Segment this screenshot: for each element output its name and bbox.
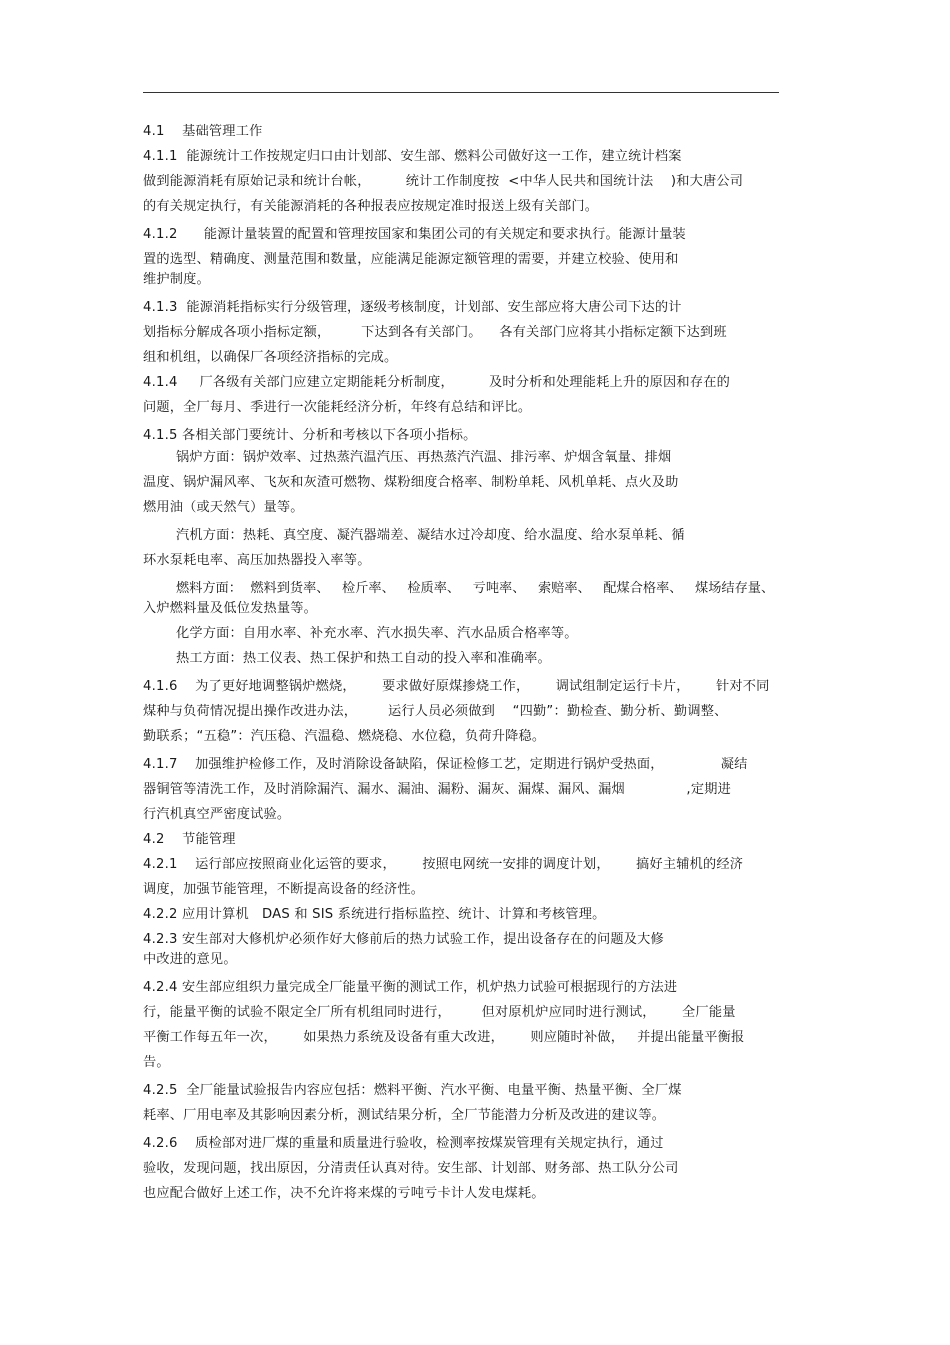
paragraph-line: 燃用油（或天然气）量等。 bbox=[143, 500, 304, 515]
paragraph-line: 4.1.7 加强维护检修工作，及时消除设备缺陷，保证检修工艺，定期进行锅炉受热面， 凝结 bbox=[143, 757, 748, 772]
paragraph-line: 验收，发现问题，找出原因，分清责任认真对待。安生部、计划部、财务部、热工队分公司 bbox=[143, 1161, 679, 1176]
paragraph-line: 4.1.2 能源计量装置的配置和管理按国家和集团公司的有关规定和要求执行。能源计量装 bbox=[143, 227, 686, 242]
indicator-fuel: 燃料方面： 燃料到货率、 检斤率、 检质率、 亏吨率、 索赔率、 配煤合格率、 煤场结存量、 bbox=[176, 581, 775, 596]
paragraph-line: 4.1.6 为了更好地调整锅炉燃烧， 要求做好原煤掺烧工作， 调试组制定运行卡片， 针对不同 bbox=[143, 679, 770, 694]
paragraph-line: 煤种与负荷情况提出操作改进办法， 运行人员必须做到 “四勤”：勤检查、勤分析、勤调整、 bbox=[143, 704, 728, 719]
paragraph-line: 也应配合做好上述工作，决不允许将来煤的亏吨亏卡计人发电煤耗。 bbox=[143, 1186, 545, 1201]
paragraph-line: 行，能量平衡的试验不限定全厂所有机组同时进行， 但对原机炉应同时进行测试， 全厂能量 bbox=[143, 1005, 736, 1020]
section-heading-4-2: 4.2 节能管理 bbox=[143, 832, 236, 847]
paragraph-line: 器铜管等清洗工作，及时消除漏汽、漏水、漏油、漏粉、漏灰、漏煤、漏风、漏烟 ,定期进 bbox=[143, 782, 731, 797]
paragraph-line: 入炉燃料量及低位发热量等。 bbox=[143, 601, 318, 616]
paragraph-line: 调度，加强节能管理，不断提高设备的经济性。 bbox=[143, 882, 425, 897]
paragraph-line: 告。 bbox=[143, 1055, 170, 1070]
paragraph-line: 平衡工作每五年一次， 如果热力系统及设备有重大改进， 则应随时补做， 并提出能量平衡报 bbox=[143, 1030, 745, 1045]
paragraph-line: 中改进的意见。 bbox=[143, 952, 237, 967]
document-body bbox=[143, 118, 803, 1204]
paragraph-line: 4.1.1 能源统计工作按规定归口由计划部、安生部、燃料公司做好这一工作，建立统计档案 bbox=[143, 149, 682, 164]
paragraph-line: 4.2.5 全厂能量试验报告内容应包括：燃料平衡、汽水平衡、电量平衡、热量平衡、全厂煤 bbox=[143, 1083, 682, 1098]
paragraph-line: 行汽机真空严密度试验。 bbox=[143, 807, 291, 822]
paragraph-line: 问题，全厂每月、季进行一次能耗经济分析，年终有总结和评比。 bbox=[143, 400, 532, 415]
paragraph-line: 勤联系；“五稳”：汽压稳、汽温稳、燃烧稳、水位稳，负荷升降稳。 bbox=[143, 729, 546, 744]
paragraph-line: 组和机组，以确保厂各项经济指标的完成。 bbox=[143, 350, 398, 365]
indicator-thermal: 热工方面：热工仪表、热工保护和热工自动的投入率和准确率。 bbox=[176, 651, 551, 666]
paragraph-line: 的有关规定执行，有关能源消耗的各种报表应按规定准时报送上级有关部门。 bbox=[143, 199, 599, 214]
header-rule bbox=[143, 92, 779, 93]
paragraph-line: 置的选型、精确度、测量范围和数量，应能满足能源定额管理的需要，并建立校验、使用和 bbox=[143, 252, 679, 267]
indicator-boiler: 锅炉方面：锅炉效率、过热蒸汽温汽压、再热蒸汽汽温、排污率、炉烟含氧量、排烟 bbox=[176, 450, 672, 465]
paragraph-line: 温度、锅炉漏风率、飞灰和灰渣可燃物、煤粉细度合格率、制粉单耗、风机单耗、点火及助 bbox=[143, 475, 679, 490]
section-heading-4-1: 4.1 基础管理工作 bbox=[143, 124, 263, 139]
paragraph-line: 维护制度。 bbox=[143, 272, 210, 287]
paragraph-line: 4.1.3 能源消耗指标实行分级管理，逐级考核制度，计划部、安生部应将大唐公司下达的计 bbox=[143, 300, 682, 315]
paragraph-line: 4.2.4 安生部应组织力量完成全厂能量平衡的测试工作，机炉热力试验可根据现行的方法进 bbox=[143, 980, 678, 995]
paragraph-line: 4.2.2 应用计算机 DAS 和 SIS 系统进行指标监控、统计、计算和考核管理。 bbox=[143, 907, 606, 922]
paragraph-line: 环水泵耗电率、高压加热器投入率等。 bbox=[143, 553, 371, 568]
paragraph-line: 4.1.5 各相关部门要统计、分析和考核以下各项小指标。 bbox=[143, 428, 477, 443]
paragraph-line: 4.1.4 厂各级有关部门应建立定期能耗分析制度， 及时分析和处理能耗上升的原因和存在的 bbox=[143, 375, 730, 390]
indicator-turbine: 汽机方面：热耗、真空度、凝汽器端差、凝结水过冷却度、给水温度、给水泵单耗、循 bbox=[176, 528, 685, 543]
paragraph-line: 耗率、厂用电率及其影响因素分析，测试结果分析，全厂节能潜力分析及改进的建议等。 bbox=[143, 1108, 666, 1123]
paragraph-line: 划指标分解成各项小指标定额， 下达到各有关部门。 各有关部门应将其小指标定额下达到班 bbox=[143, 325, 727, 340]
indicator-chemistry: 化学方面：自用水率、补充水率、汽水损失率、汽水品质合格率等。 bbox=[176, 626, 578, 641]
paragraph-line: 4.2.3 安生部对大修机炉必须作好大修前后的热力试验工作，提出设备存在的问题及大修 bbox=[143, 932, 664, 947]
paragraph-line: 4.2.1 运行部应按照商业化运管的要求， 按照电网统一安排的调度计划， 搞好主辅机的经济 bbox=[143, 857, 744, 872]
paragraph-line: 4.2.6 质检部对进厂煤的重量和质量进行验收，检测率按煤炭管理有关规定执行，通过 bbox=[143, 1136, 664, 1151]
paragraph-line: 做到能源消耗有原始记录和统计台帐， 统计工作制度按 <中华人民共和国统计法 )和大唐公司 bbox=[143, 174, 744, 189]
